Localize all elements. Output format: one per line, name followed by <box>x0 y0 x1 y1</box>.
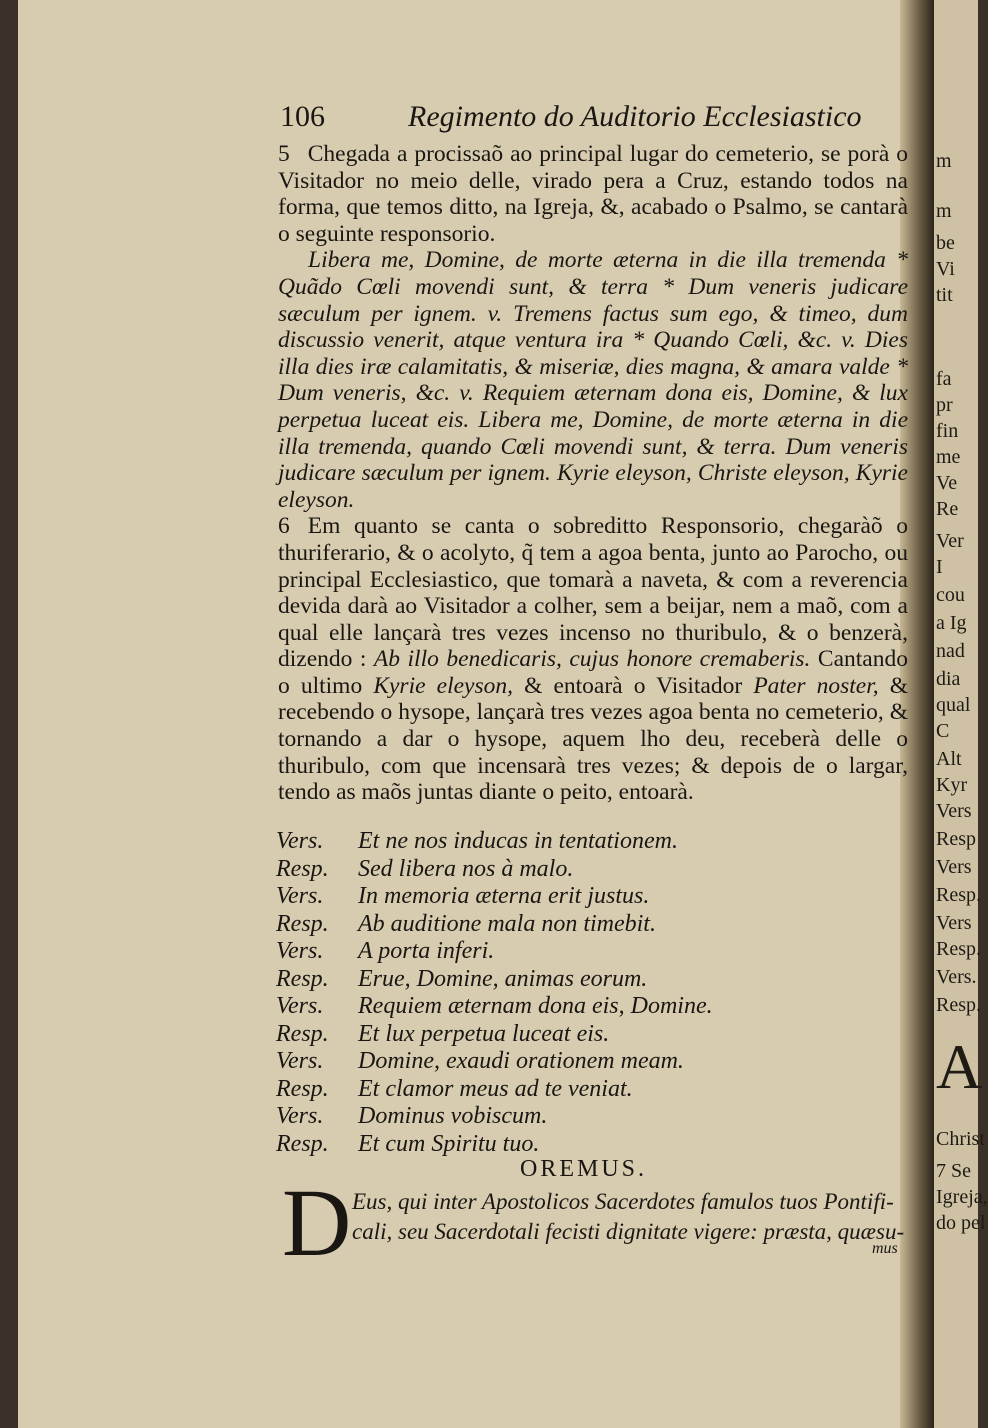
facing-line: Kyr <box>936 774 968 796</box>
versicle-text: Erue, Domine, animas eorum. <box>358 965 648 992</box>
facing-line: C <box>936 720 950 742</box>
versicle-row <box>276 883 836 911</box>
facing-line: Vi <box>936 258 955 280</box>
facing-line: fin <box>936 420 959 442</box>
facing-line: Vers <box>936 800 972 822</box>
versicle-text: Sed libera nos à malo. <box>358 855 574 882</box>
prayer-line: cali, seu Sacerdotali fecisti dignitate vigere: præsta, quæsu- <box>352 1219 905 1244</box>
page-number: 106 <box>280 100 325 133</box>
versicle-label: Resp. <box>276 1020 329 1047</box>
paragraph-text: & recebendo o hysope, lançarà tres vezes agoa benta no cemeterio, & tornando a dar o hysope, aquem lho deu, receberà delle o thuribulo, com que incensarà tres vezes; & depois de o largar, tendo as maõs juntas diante o peito, entoarà. <box>278 672 909 806</box>
facing-line: Ve <box>936 472 958 494</box>
paragraph-text: Em quanto se canta o sobreditto Responsorio, chegaràõ o thuriferario, & o acolyto, q̃ tem a agoa benta, junto ao Parocho, ou principal Ecclesiastico, que tomarà a naveta, & com a reverencia devida darà ao Visitador a colher, sem a beijar, nem a maõ, com a qual elle lançarà tres vezes incenso no thuribulo, & o benzerà, dizendo : <box>278 513 908 673</box>
facing-line: a Ig <box>936 612 967 634</box>
facing-line: m <box>936 150 952 172</box>
paragraph-text: & entoarà o Visitador <box>524 672 743 699</box>
versicle-text: Et cum Spiritu tuo. <box>358 1130 540 1157</box>
versicle-text: Et lux perpetua luceat eis. <box>358 1020 610 1047</box>
facing-line: qual <box>936 694 971 716</box>
versicle-row <box>276 911 836 939</box>
paragraph-6 <box>278 513 908 806</box>
oremus-heading: OREMUS. <box>520 1156 648 1182</box>
facing-line: Christ <box>936 1128 985 1150</box>
versicle-label: Vers. <box>276 883 324 909</box>
latin-kyrie: Kyrie eleyson, <box>373 672 513 699</box>
facing-line: Resp. <box>936 994 981 1016</box>
paragraph-5 <box>278 141 908 247</box>
versicle-row <box>276 938 836 966</box>
versicle-row <box>276 993 836 1021</box>
facing-line: me <box>936 446 961 468</box>
prayer-text <box>352 1187 907 1247</box>
versicle-text: Domine, exaudi orationem meam. <box>358 1048 684 1074</box>
versicles-list <box>276 828 836 1158</box>
versicle-row <box>276 966 836 994</box>
versicle-label: Resp. <box>276 910 329 937</box>
versicle-label: Resp. <box>276 965 329 992</box>
facing-line: Resp. <box>936 938 981 960</box>
versicle-text: Et clamor meus ad te veniat. <box>358 1075 633 1102</box>
versicle-label: Vers. <box>276 1103 324 1129</box>
latin-pater-noster: Pater noster, <box>753 672 879 699</box>
versicle-row <box>276 1131 836 1159</box>
versicle-row <box>276 828 836 856</box>
facing-line: be <box>936 232 955 254</box>
versicle-label: Resp. <box>276 855 329 882</box>
facing-line: Alt <box>936 748 962 770</box>
facing-line: I <box>936 556 943 578</box>
catchword: mus <box>872 1240 898 1257</box>
versicle-text: In memoria æterna erit justus. <box>358 883 650 909</box>
facing-line: Vers <box>936 856 972 878</box>
versicle-text: Requiem æternam dona eis, Domine. <box>358 993 713 1019</box>
versicle-label: Vers. <box>276 938 324 964</box>
facing-line: m <box>936 200 952 222</box>
facing-line: Resp. <box>936 884 981 906</box>
facing-line: tit <box>936 284 953 306</box>
facing-line: Vers <box>936 912 972 934</box>
facing-line: Igreja, <box>936 1186 988 1208</box>
running-title: Regimento do Auditorio Ecclesiastico <box>408 100 862 133</box>
paragraph-text: Cantando o ultimo <box>278 646 908 699</box>
versicle-label: Vers. <box>276 828 324 854</box>
versicle-row <box>276 1103 836 1131</box>
paragraph-number: 5 <box>278 141 290 167</box>
facing-line: cou <box>936 584 965 606</box>
facing-line: Re <box>936 498 959 520</box>
facing-line: pr <box>936 394 953 416</box>
facing-line: do pel <box>936 1212 986 1234</box>
versicle-row <box>276 1076 836 1104</box>
facing-line: nad <box>936 640 965 662</box>
main-text <box>278 141 908 806</box>
facing-line: fa <box>936 368 952 390</box>
versicle-text: Dominus vobiscum. <box>358 1103 548 1129</box>
facing-line: Vers. <box>936 966 977 988</box>
versicle-label: Vers. <box>276 1048 324 1074</box>
responsory-text: Libera me, Domine, de morte æterna in die illa tremenda * Quãdo Cœli movendi sunt, & terra * Dum veneris judicare sæculum per ignem. v. Tremens factus sum ego, & timeo, dum discussio venerit, atque ventura ira * Quando Cœli, &c. v. Dies illa dies iræ calamitatis, & miseriæ, dies magna, & amara valde * Dum veneris, &c. v. Requiem æternam dona eis, Domine, & lux perpetua luceat eis. Libera me, Domine, de morte æterna in die illa tremenda, quando Cœli movendi sunt, & terra. Dum veneris judicare sæculum per ignem. Kyrie eleyson, Christe eleyson, Kyrie eleyson. <box>278 247 908 513</box>
versicle-label: Vers. <box>276 993 324 1019</box>
versicle-label: Resp. <box>276 1075 329 1102</box>
facing-line: A <box>936 1031 983 1102</box>
facing-line: dia <box>936 668 961 690</box>
facing-line: 7 Se <box>936 1160 971 1182</box>
drop-cap: D <box>282 1169 352 1276</box>
versicle-row <box>276 1021 836 1049</box>
versicle-text: Ab auditione mala non timebit. <box>358 910 656 937</box>
versicle-label: Resp. <box>276 1130 329 1157</box>
prayer-line: Eus, qui inter Apostolicos Sacerdotes famulos tuos Pontifi- <box>352 1189 894 1214</box>
paragraph-number: 6 <box>278 513 290 540</box>
facing-line: Ver <box>936 530 964 552</box>
versicle-row <box>276 1048 836 1076</box>
versicle-row <box>276 856 836 884</box>
paragraph-text: Chegada a procissaõ ao principal lugar do cemeterio, se porà o Visitador no meio delle, virado pera a Cruz, estando todos na forma, que temos ditto, na Igreja, &, acabado o Psalmo, se cantarà o seguinte responsorio. <box>278 141 908 247</box>
versicle-text: Et ne nos inducas in tentationem. <box>358 828 678 854</box>
latin-blessing: Ab illo benedicaris, cujus honore cremaberis. <box>373 646 811 673</box>
facing-line: Resp <box>936 828 976 850</box>
versicle-text: A porta inferi. <box>358 938 495 964</box>
